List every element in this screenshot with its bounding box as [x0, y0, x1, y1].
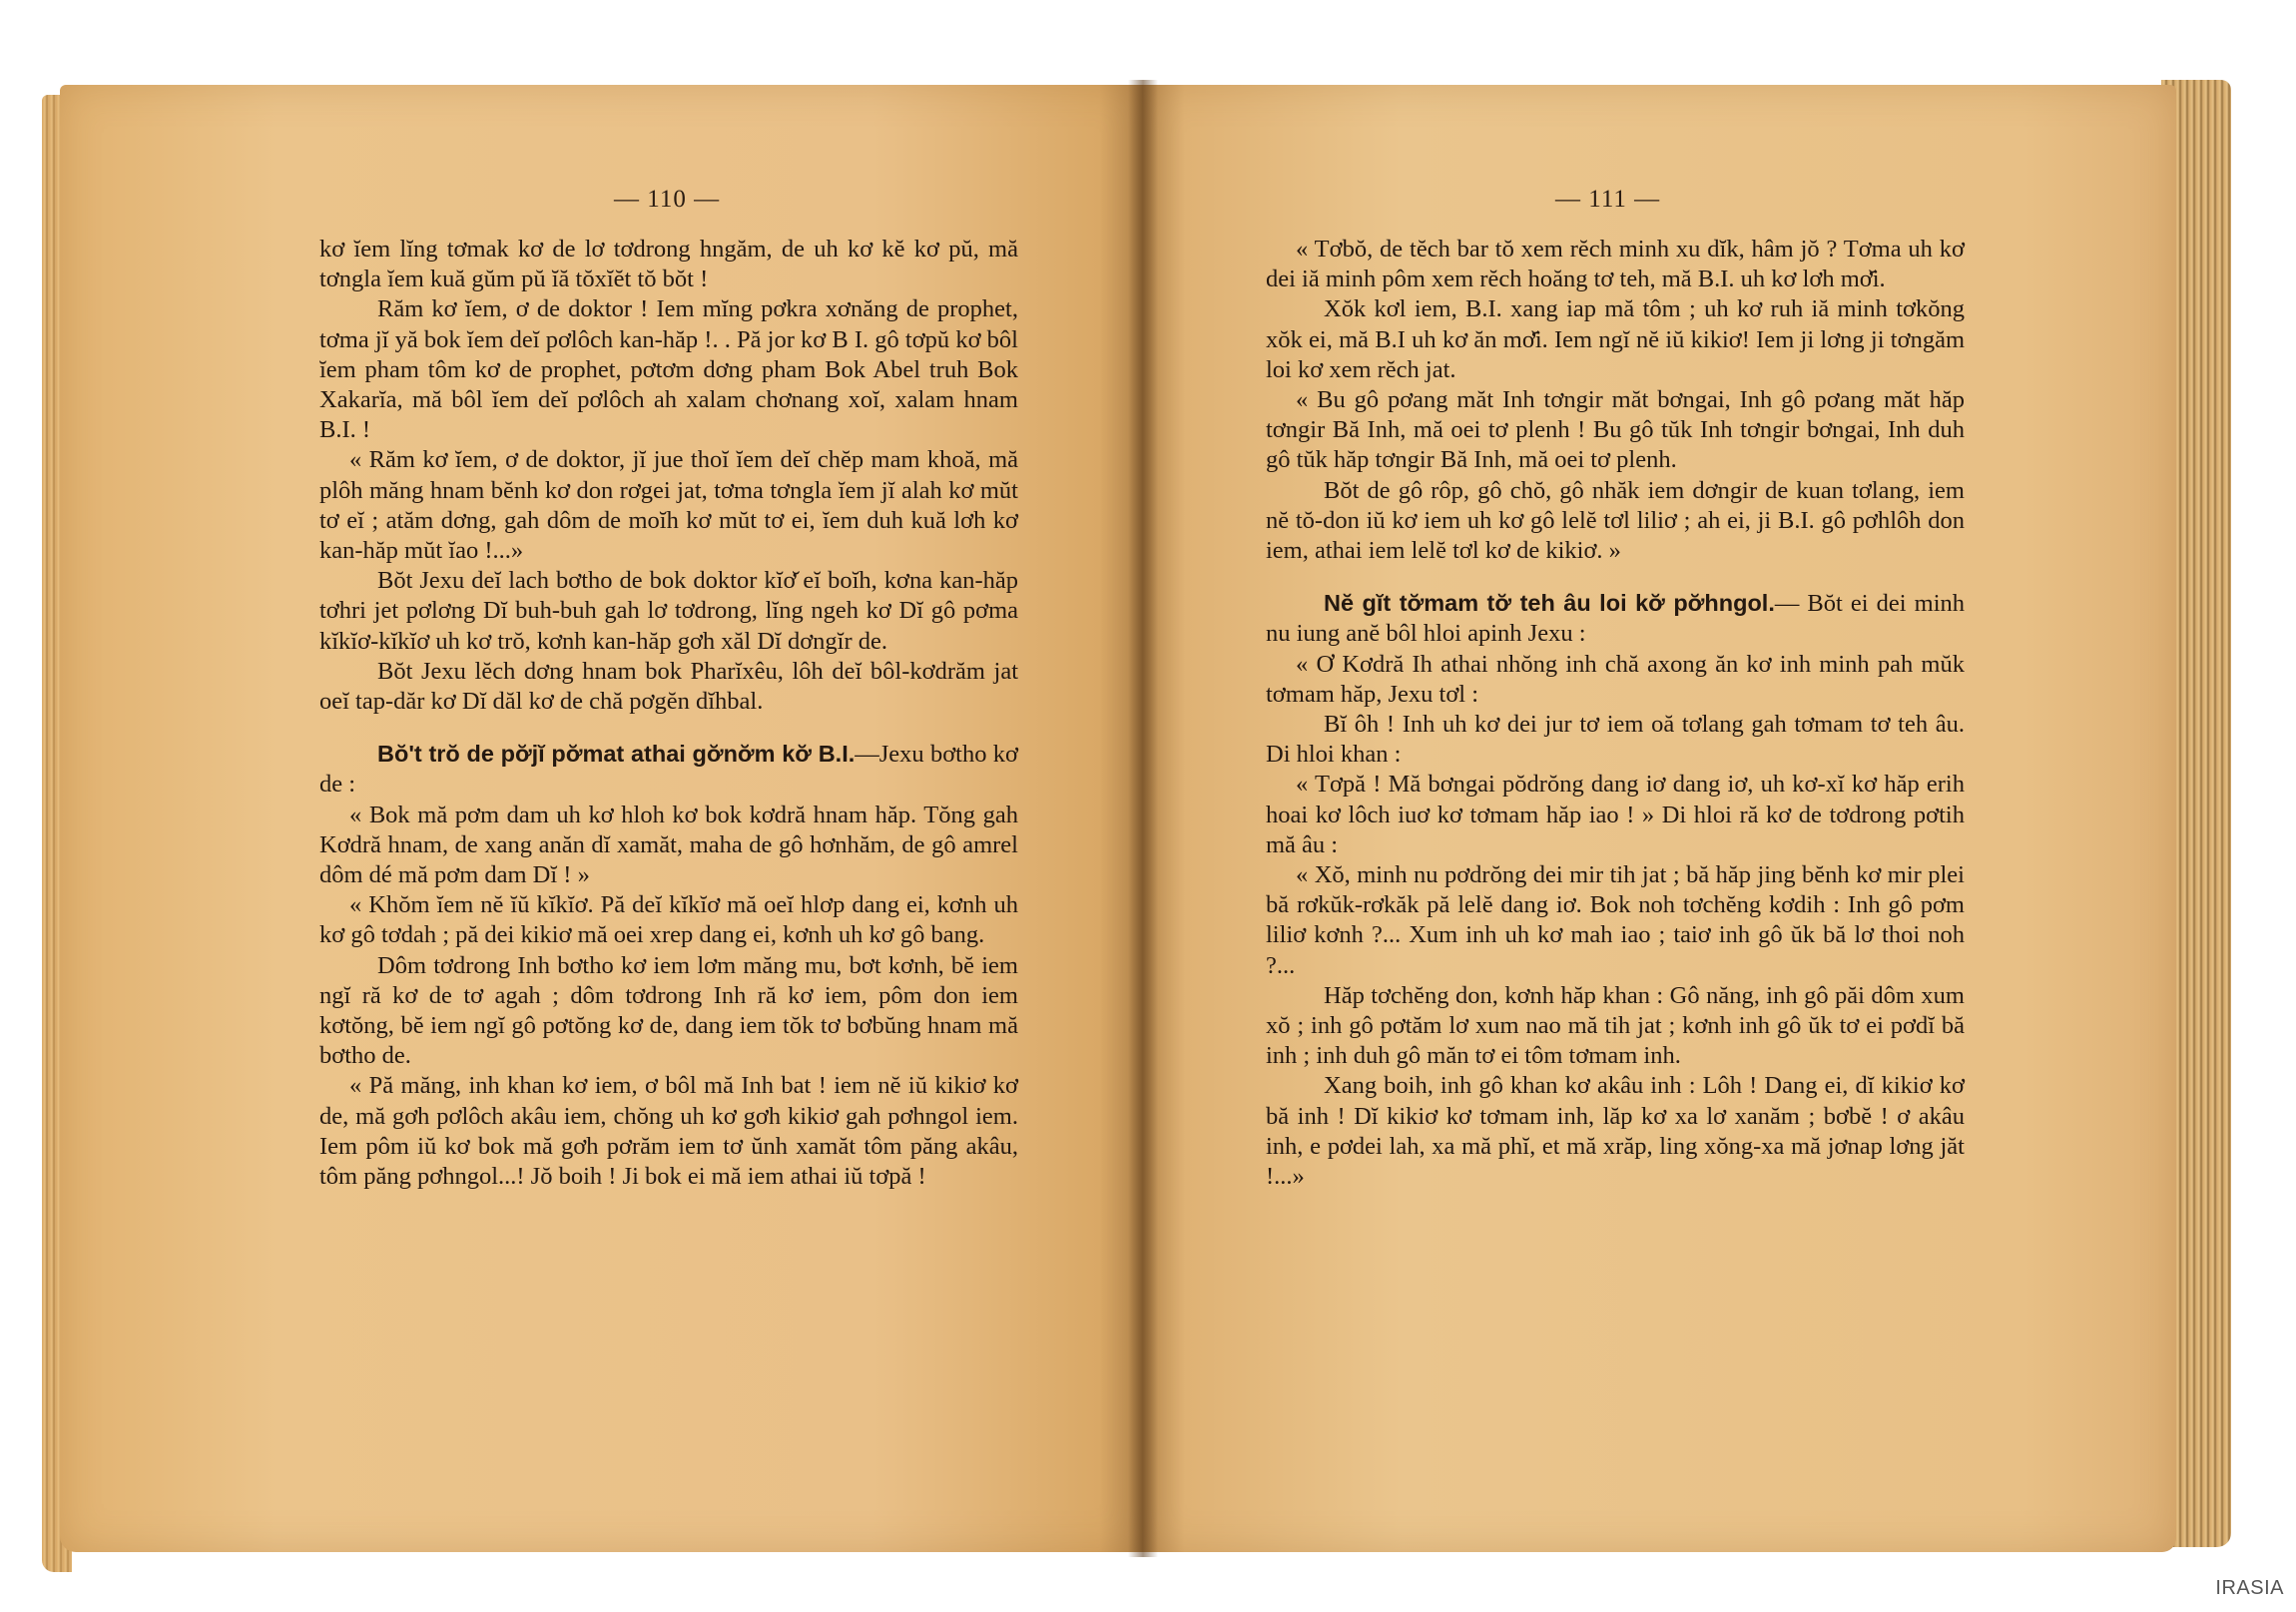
paragraph: kơ ĭem lĭng tơmak kơ de lơ tơdrong hngăm, de uh kơ kĕ kơ pŭ, mă tơngla ĭem kuă gŭm pŭ ĭă tŏxĭĕt tŏ bŏt ! — [319, 236, 1018, 293]
paragraph: Hăp tơchĕng don, kơnh hăp khan : Gô năng, inh gô păi dôm xum xŏ ; inh gô pơtăm lơ xum nao mă tih jat ; kơnh inh gô ŭk tơ ei pơdĭ bă inh ; inh duh gô măn tơ ei tôm tơmam inh. — [1266, 981, 1965, 1070]
heading-tail: — Bŏt ei dei minh nu iung anĕ bôl hloi apinh Jexu : — [1266, 590, 1966, 648]
right-page-number: — 111 — — [1555, 186, 1661, 213]
paragraph: « Bu gô pơang măt Inh tơngir măt bơngai, Inh gô pơang măt hăp tơngir Bă Inh, mă oei tơ plenh ! Bu gô tŭk Inh tơngir bơngai, Inh duh gô tŭk hăp tơngir Bă Inh, mă oei tơ plenh. — [1266, 386, 1965, 474]
paragraph: Xŏk kơl iem, B.I. xang iap mă tôm ; uh kơ ruh iă minh tơkŏng xŏk ei, mă B.I uh kơ ăn mơ̆i. Iem ngĭ nĕ iŭ kikiơ! Iem ji lơng ji tơngăm loi kơ xem rĕch jat. — [1266, 295, 1965, 383]
section-heading-paragraph — [319, 739, 1018, 800]
paragraph: « Tơpă ! Mă bơngai pŏdrŏng dang iơ dang iơ, uh kơ-xĭ kơ hăp erih hoai kơ lôch iuơ kơ tơmam hăp iao ! » Di hloi ră kơ de tơdrong pơtih mă âu : — [1266, 771, 1965, 858]
paragraph: Bŏt de gô rôp, gô chŏ, gô nhăk iem dơngir de kuan tơlang, iem nĕ tŏ-don iŭ kơ iem uh kơ gô lelĕ tơl liliơ ; ah ei, ji B.I. gô pơhlôh don iem, athai iem lelĕ tơl kơ de kikiơ. » — [1266, 476, 1965, 565]
paragraph: « Khŏm ĭem nĕ ĭŭ kĭkĭơ. Pă deĭ kĭkĭơ mă oeĭ hlơp dang ei, kơnh uh kơ gô tơdah ; pă dei kikiơ mă oei xrep dang ei, kơnh uh kơ gô bang. — [319, 891, 1018, 949]
left-page-number: — 110 — — [614, 186, 721, 213]
book-gutter — [1128, 80, 1158, 1557]
section-heading-paragraph — [1266, 588, 1965, 649]
heading-tail: —Jexu bơtho kơ de : — [319, 741, 1018, 799]
paragraph: « Xŏ, minh nu pơdrŏng dei mir tih jat ; bă hăp jing bĕnh kơ mir plei bă rơkŭk-rơkăk pă lelĕ dang iơ. Bok noh tơchĕng kơdih : Inh gô pơm liliơ kơnh ?... Xum inh uh kơ mah iao ; taiơ inh gô ŭk bă lơ thoi noh ?... — [1266, 861, 1965, 979]
paragraph: Xang boih, inh gô khan kơ akâu inh : Lôh ! Dang ei, dĭ kikiơ kơ bă inh ! Dĭ kikiơ kơ tơmam inh, lăp kơ xa lơ xanăm ; bơbĕ ! ơ akâu inh, e pơdei lah, xa mă phĭ, et mă xrăp, ling xŏng-xa mă jơnap lơng jăt !...» — [1266, 1072, 1965, 1191]
paragraph: « Răm kơ ĭem, ơ de doktor, jĭ jue thoĭ ĭem deĭ chĕp mam khoă, mă plôh măng hnam bĕnh kơ don rơgei jat, tơma tơngla ĭem jĭ alah kơ mŭt tơ eĭ ; atăm dơng, gah dôm de moĭh kơ mŭt tơ ei, ĭem duh kuă lơh kơ kan-hăp mŭt ĭao !...» — [319, 446, 1018, 565]
paragraph: « Ơ Kơdră Ih athai nhŏng inh chă axong ăn kơ inh minh pah mŭk tơmam hăp, Jexu tơl : — [1266, 650, 1965, 708]
paragraph: « Bok mă pơm dam uh kơ hloh kơ bok kơdră hnam hăp. Tŏng gah Kơdră hnam, de xang anăn dĭ xamăt, maha de gô hơnhăm, de gô amrel dôm dé mă pơm dam Dĭ ! » — [319, 801, 1018, 889]
paragraph: Dôm tơdrong Inh bơtho kơ iem lơm măng mu, bơt kơnh, bĕ iem ngĭ ră kơ de tơ agah ; dôm tơdrong Inh ră kơ iem, pôm don iem kơtŏng, bĕ iem ngĭ gô pơtŏng kơ de, dang iem tŏk tơ bơbŭng hnam mă bơtho de. — [319, 951, 1018, 1070]
watermark: IRASIA — [2215, 1577, 2284, 1599]
section-heading: Bŏ't trŏ de pơ̆jĭ pơ̆mat athai gơ̆nơ̆m kơ̆ B.I. — [377, 741, 856, 768]
paragraph: Bŏt Jexu lĕch dơng hnam bok Pharĭxêu, lôh deĭ bôl-kơdrăm jat oeĭ tap-dăr kơ Dĭ dăl kơ de chă pơgĕn dĭhbal. — [319, 657, 1018, 716]
paragraph: Bĭ ôh ! Inh uh kơ dei jur tơ iem oă tơlang gah tơmam tơ teh âu. Di hloi khan : — [1266, 711, 1965, 769]
section-heading: Nĕ gĭt tơ̆mam tơ̆ teh âu loi kơ̆ pơ̆hngol. — [1324, 590, 1775, 617]
left-page-text — [319, 235, 1018, 1192]
paragraph: Răm kơ ĭem, ơ de doktor ! Iem mĭng pơkra xơnăng de prophet, tơma jĭ yă bok ĭem deĭ pơlôch kan-hăp !. . Pă jor kơ B I. gô tơpŭ kơ bôl ĭem pham tôm kơ de prophet, pơtơm dơng pham Bok Abel truh Bok Xakarĭa, mă bôl ĭem deĭ pơlôch ah xalam chơnang xoĭ, xalam hnam B.I. ! — [319, 295, 1018, 444]
right-page-text — [1266, 235, 1965, 1192]
paragraph: « Tơbŏ, de tĕch bar tŏ xem rĕch minh xu dĭk, hâm jŏ ? Tơma uh kơ dei iă minh pôm xem rĕch hoăng tơ teh, mă B.I. uh kơ lơh mơ̆i. — [1266, 236, 1965, 293]
paragraph: « Pă măng, inh khan kơ iem, ơ bôl mă Inh bat ! iem nĕ iŭ kikiơ kơ de, mă gơh pơlôch akâu iem, chŏng uh kơ gơh kikiơ gah pơhngol iem. Iem pôm iŭ kơ bok mă gơh pơrăm iem tơ ŭnh xamăt tôm păng akâu, tôm păng pơhngol...! Jŏ boih ! Ji bok ei mă iem athai iŭ tơpă ! — [319, 1072, 1018, 1191]
paragraph: Bŏt Jexu deĭ lach bơtho de bok doktor kĭơ̆ eĭ boĭh, kơna kan-hăp tơhri jet pơlơng Dĭ buh-buh gah lơ tơdrong, lĭng ngeh kơ Dĭ gô pơma kĭkĭơ-kĭkĭơ uh kơ trŏ, kơnh kan-hăp gơh xăl Dĭ dơngĭr de. — [319, 567, 1018, 655]
